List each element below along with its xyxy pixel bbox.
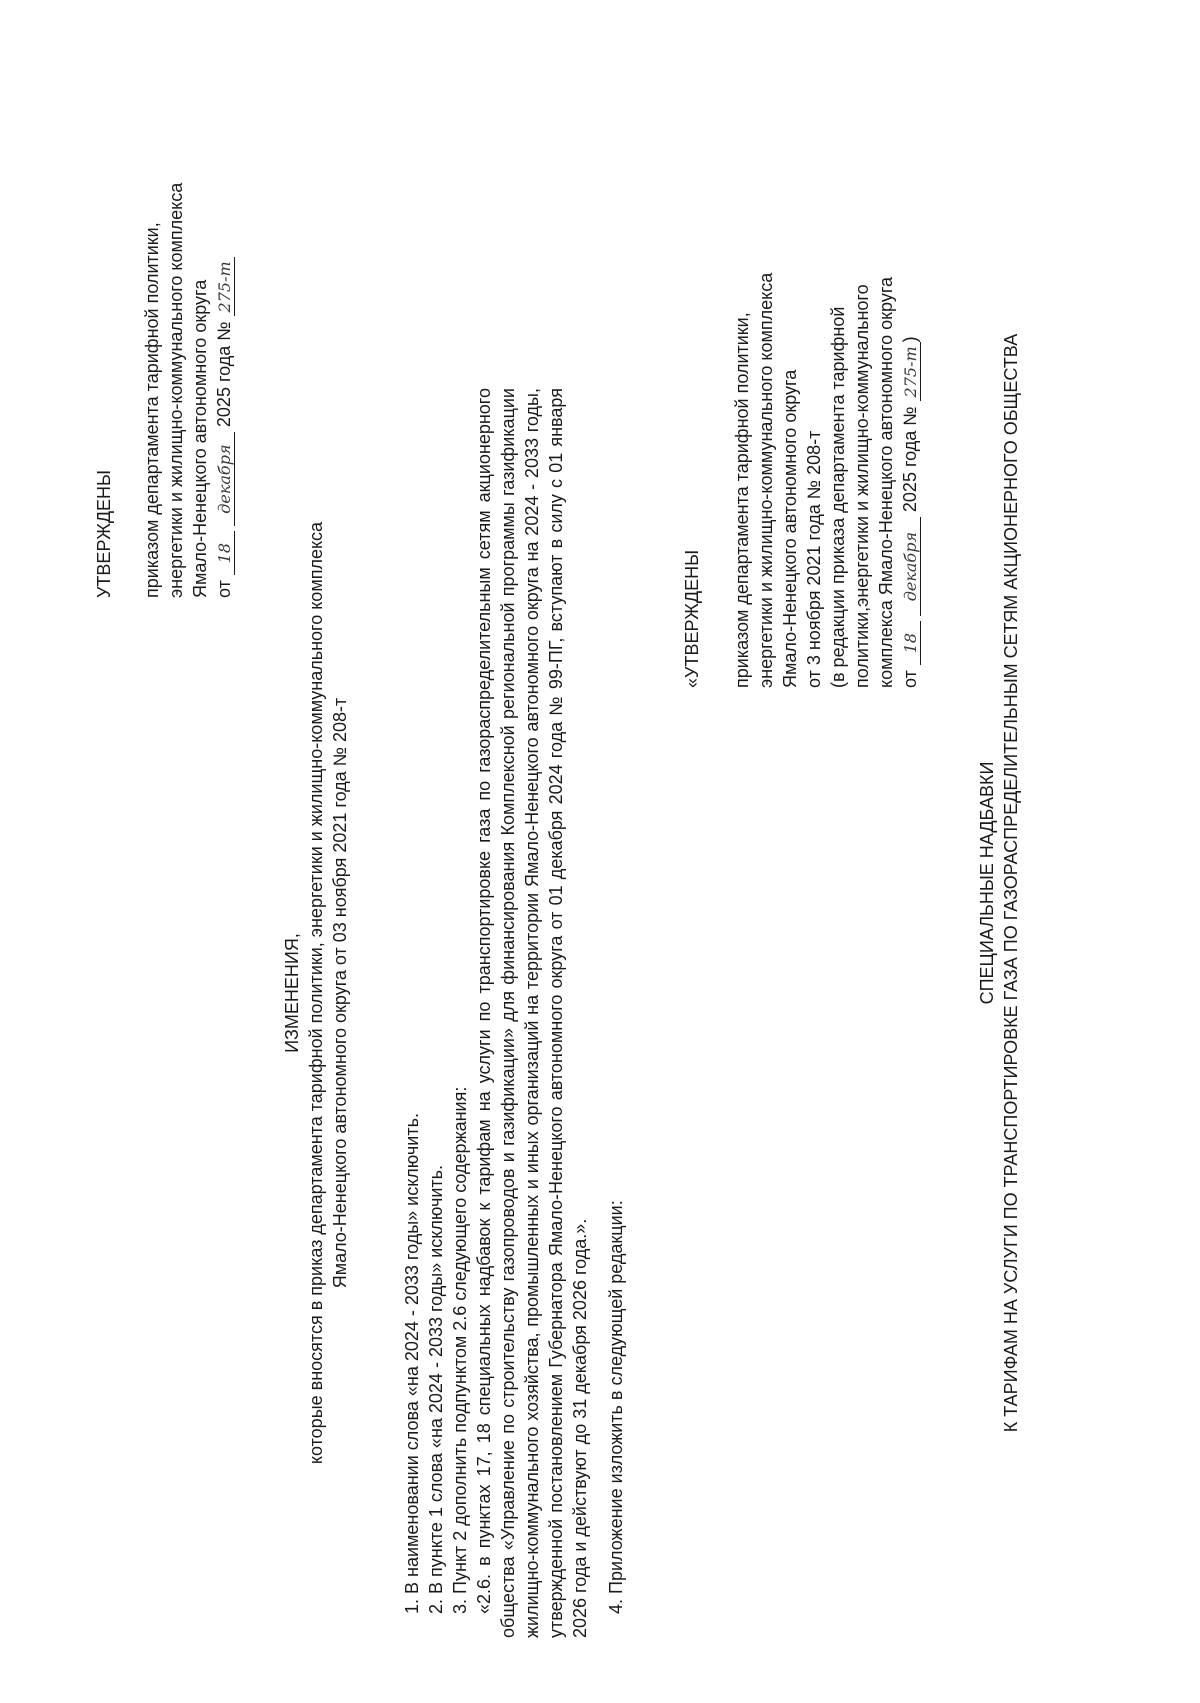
list-item: 1. В наименовании слова «на 2024 - 2033 годы» исключить. [402, 1113, 422, 1614]
changes-subtitle-line: Ямало-Ненецкого автономного округа от 03 ноября 2021 года № 208-т [330, 697, 350, 1289]
approval-line: политики,энергетики и жилищно-коммунального [852, 284, 872, 688]
list-item: 4. Приложение изложить в следующей редакции: [606, 1200, 626, 1614]
changes-list [400, 388, 628, 1638]
handwritten-month: декабря [216, 432, 235, 526]
document-title [975, 123, 1023, 1643]
handwritten-day: 18 [216, 531, 235, 575]
approval-line: Ямало-Ненецкого автономного округа [190, 279, 210, 598]
document-title-line: К ТАРИФАМ НА УСЛУГИ ПО ТРАНСПОРТИРОВКЕ ГАЗА ПО ГАЗОРАСПРЕДЕЛИТЕЛЬНЫМ СЕТЯМ АКЦИОНЕРНОГО ОБЩЕСТВА [1001, 333, 1021, 1433]
approval-date-line [898, 28, 922, 688]
approval-date-line [212, 38, 236, 598]
date-year-text: 2025 года № [214, 321, 234, 428]
approval-title: УТВЕРЖДЕНЫ [94, 470, 114, 598]
changes-heading [280, 343, 352, 1643]
approval-line: от 3 ноября 2021 года № 208-т [804, 430, 824, 688]
approval-line: приказом департамента тарифной политики, [142, 222, 162, 598]
approval-line: Ямало-Ненецкого автономного округа [780, 369, 800, 688]
handwritten-month: декабря [902, 517, 921, 616]
approval-title: «УТВЕРЖДЕНЫ [682, 549, 702, 688]
closing-parenthesis: ) [900, 336, 920, 343]
approval-line: (в редакции приказа департамента тарифной [828, 306, 848, 688]
date-year-text: 2025 года № [900, 406, 920, 513]
approval-line: приказом департамента тарифной политики, [732, 312, 752, 688]
list-item: 2. В пункте 1 слова «на 2024 - 2033 годы» исключить. [426, 1164, 446, 1614]
approval-line: энергетики и жилищно-коммунального комплекса [166, 182, 186, 598]
handwritten-order-number: 275-т [902, 342, 921, 401]
approval-line: комплекса Ямало-Ненецкого автономного округа [876, 276, 896, 688]
handwritten-order-number: 275-т [216, 257, 235, 316]
date-prefix: от [900, 670, 920, 688]
date-prefix: от [214, 580, 234, 598]
approval-block [140, 38, 236, 598]
changes-title: ИЗМЕНЕНИЯ, [282, 933, 302, 1053]
quoted-subparagraph: «2.6. в пунктах 17, 18 специальных надбавок к тарифам на услуги по транспортировке газа по газораспределительным сетям акционерного общества «Управление по строительству газопроводов и газификации» для финансирования Комплексной региональной программы газификации жилищно-коммунального хозяйства, промышленных и иных организаций на территории Ямало-Ненецкого автономного округа на 2024 - 2033 годы, утвержденной постановлением Губернатора Ямало-Ненецкого автономного округа от 01 декабря 2024 года № 99-ПГ, вступают в силу с 01 января 2026 года и действуют до 31 декабря 2026 года.». [474, 388, 590, 1638]
document-title-line: СПЕЦИАЛЬНЫЕ НАДБАВКИ [977, 761, 997, 1005]
approval-line: энергетики и жилищно-коммунального комплекса [756, 272, 776, 688]
approval-block [730, 28, 922, 688]
handwritten-day: 18 [902, 621, 921, 665]
changes-subtitle-line: которые вносятся в приказ департамента тарифной политики, энергетики и жилищно-коммунального комплекса [306, 521, 326, 1465]
list-item: 3. Пункт 2 дополнить подпунктом 2.6 следующего содержания: [450, 1086, 470, 1614]
